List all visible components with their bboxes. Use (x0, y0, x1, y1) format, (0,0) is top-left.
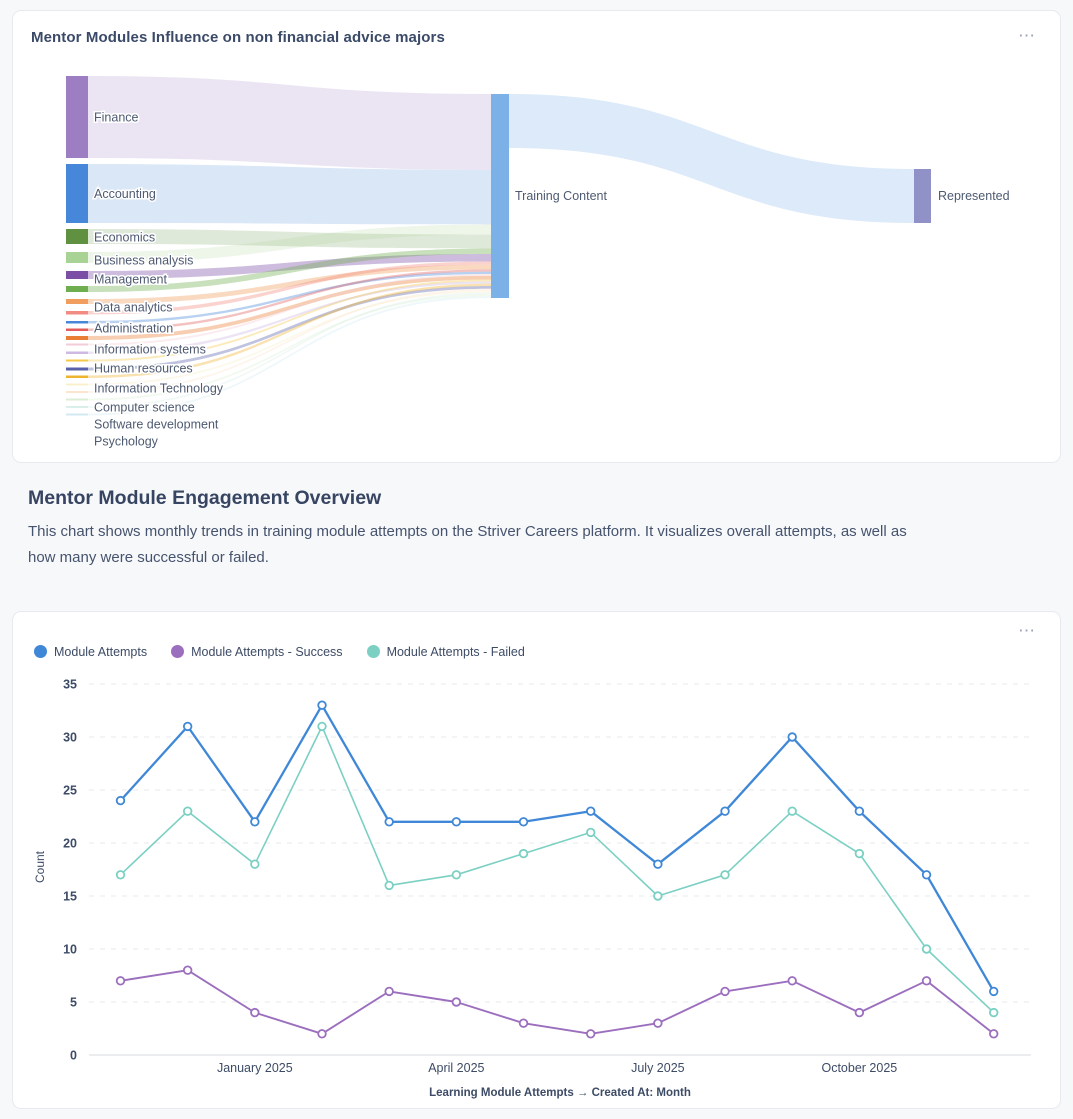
chart-legend (34, 645, 525, 659)
svg-text:Learning Module Attempts → Cre: Learning Module Attempts → Created At: Month (429, 1086, 691, 1099)
ellipsis-menu-icon[interactable]: ⋯ (1014, 29, 1040, 43)
legend-dot-teal (367, 645, 380, 658)
svg-text:Information Technology: Information Technology (94, 381, 224, 396)
svg-text:July 2025: July 2025 (631, 1060, 685, 1075)
legend-label: Module Attempts (54, 644, 148, 659)
svg-text:Business analysis: Business analysis (94, 253, 194, 268)
legend-item-module-attempts-failed[interactable] (367, 645, 525, 659)
line-chart-card (12, 611, 1061, 1109)
svg-text:Finance: Finance (94, 110, 139, 125)
svg-text:Psychology: Psychology (94, 434, 158, 449)
svg-text:20: 20 (63, 836, 77, 851)
svg-text:5: 5 (70, 995, 77, 1010)
svg-text:Human resources: Human resources (94, 361, 193, 376)
svg-text:Economics: Economics (94, 230, 156, 245)
legend-dot-blue (34, 645, 47, 658)
svg-text:30: 30 (63, 730, 77, 745)
svg-text:25: 25 (63, 783, 77, 798)
sankey-diagram (13, 11, 1061, 462)
legend-dot-purple (171, 645, 184, 658)
svg-text:Administration: Administration (94, 321, 174, 336)
section-description: This chart shows monthly trends in training module attempts on the Striver Careers platform. It visualizes overall attempts, as well as how many were successful or failed. (28, 523, 907, 566)
svg-text:Information systems: Information systems (94, 342, 206, 357)
svg-text:Computer science: Computer science (94, 400, 195, 415)
legend-label: Module Attempts - Failed (386, 644, 525, 659)
sankey-card (12, 10, 1061, 463)
svg-text:Represented: Represented (938, 189, 1010, 203)
legend-label: Module Attempts - Success (191, 644, 343, 659)
svg-text:10: 10 (63, 942, 77, 957)
svg-text:Training Content: Training Content (515, 189, 607, 203)
svg-text:January 2025: January 2025 (216, 1060, 293, 1075)
sankey-card-title: Mentor Modules Influence on non financial advice majors (31, 29, 445, 46)
section-heading: Mentor Module Engagement Overview (28, 487, 382, 509)
svg-text:Software development: Software development (94, 417, 219, 432)
ellipsis-menu-icon[interactable]: ⋯ (1014, 624, 1040, 638)
svg-text:15: 15 (63, 889, 77, 904)
svg-text:0: 0 (70, 1048, 77, 1063)
svg-text:35: 35 (63, 677, 77, 692)
line-chart (13, 612, 1061, 1108)
sankey-card-header (13, 11, 1060, 46)
legend-item-module-attempts-success[interactable] (171, 645, 342, 659)
svg-text:October 2025: October 2025 (821, 1060, 898, 1075)
svg-text:Accounting: Accounting (94, 187, 156, 201)
svg-text:Management: Management (94, 272, 167, 287)
svg-text:Count: Count (33, 850, 47, 883)
legend-item-module-attempts[interactable] (34, 645, 147, 659)
svg-text:April 2025: April 2025 (428, 1060, 485, 1075)
svg-text:Data analytics: Data analytics (94, 300, 173, 315)
